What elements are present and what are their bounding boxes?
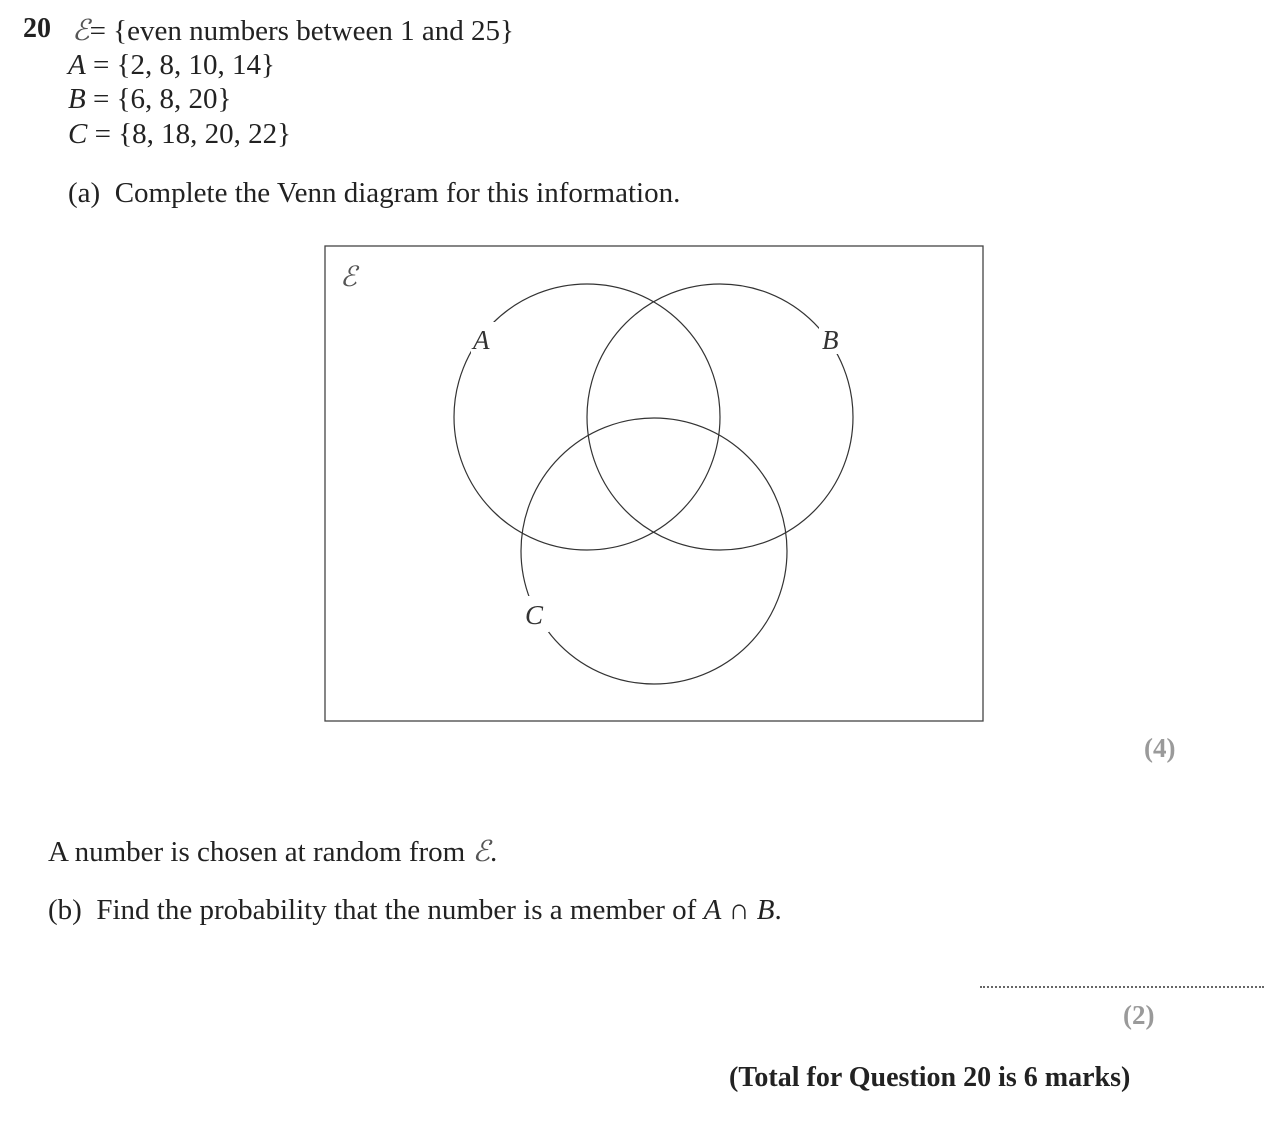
part-b-prompt: [48, 893, 782, 927]
part-b-label: (b): [48, 894, 82, 926]
circle-c-label: C: [525, 600, 544, 630]
set-a-name: A: [68, 49, 86, 81]
part-b-end: .: [774, 894, 782, 926]
answer-line[interactable]: [980, 986, 1264, 988]
circle-b-label: B: [822, 325, 839, 355]
part-b-intro-end: .: [490, 836, 498, 868]
set-a-definition: = {2, 8, 10, 14}: [92, 49, 275, 81]
set-c-definition: = {8, 18, 20, 22}: [94, 118, 292, 150]
part-b-set-a: A: [703, 894, 722, 926]
circle-a-label: A: [473, 325, 490, 355]
universal-set-definition: = {even numbers between 1 and 25}: [89, 15, 514, 47]
part-b-intro-text: A number is chosen at random from: [48, 836, 466, 868]
part-b-marks: (2): [1123, 1000, 1155, 1030]
part-b-intro-symbol: ℰ: [472, 834, 490, 868]
set-a-line: [68, 48, 275, 82]
part-b-set-b: B: [756, 894, 775, 926]
part-a-prompt: [68, 176, 680, 210]
part-b-intro: [48, 834, 497, 869]
set-c-line: [68, 117, 291, 151]
question-number: 20: [23, 13, 51, 44]
venn-diagram[interactable]: [320, 240, 990, 730]
universal-set-rectangle: [325, 246, 983, 721]
part-a-label: (a): [68, 177, 101, 209]
intersection-symbol: ∩: [728, 894, 750, 926]
total-marks: (Total for Question 20 is 6 marks): [729, 1062, 1131, 1093]
diagram-universal-symbol: ℰ: [340, 260, 357, 293]
part-a-marks: (4): [1144, 733, 1176, 763]
circle-c[interactable]: [521, 418, 787, 684]
set-b-line: [68, 82, 231, 116]
set-c-name: C: [68, 118, 88, 150]
set-b-name: B: [68, 83, 86, 115]
set-b-definition: = {6, 8, 20}: [92, 83, 232, 115]
universal-set-symbol: ℰ: [72, 13, 90, 47]
part-b-text: Find the probability that the number is a member of: [96, 894, 697, 926]
universal-set-line: [72, 13, 514, 48]
part-a-text: Complete the Venn diagram for this information.: [114, 177, 681, 209]
